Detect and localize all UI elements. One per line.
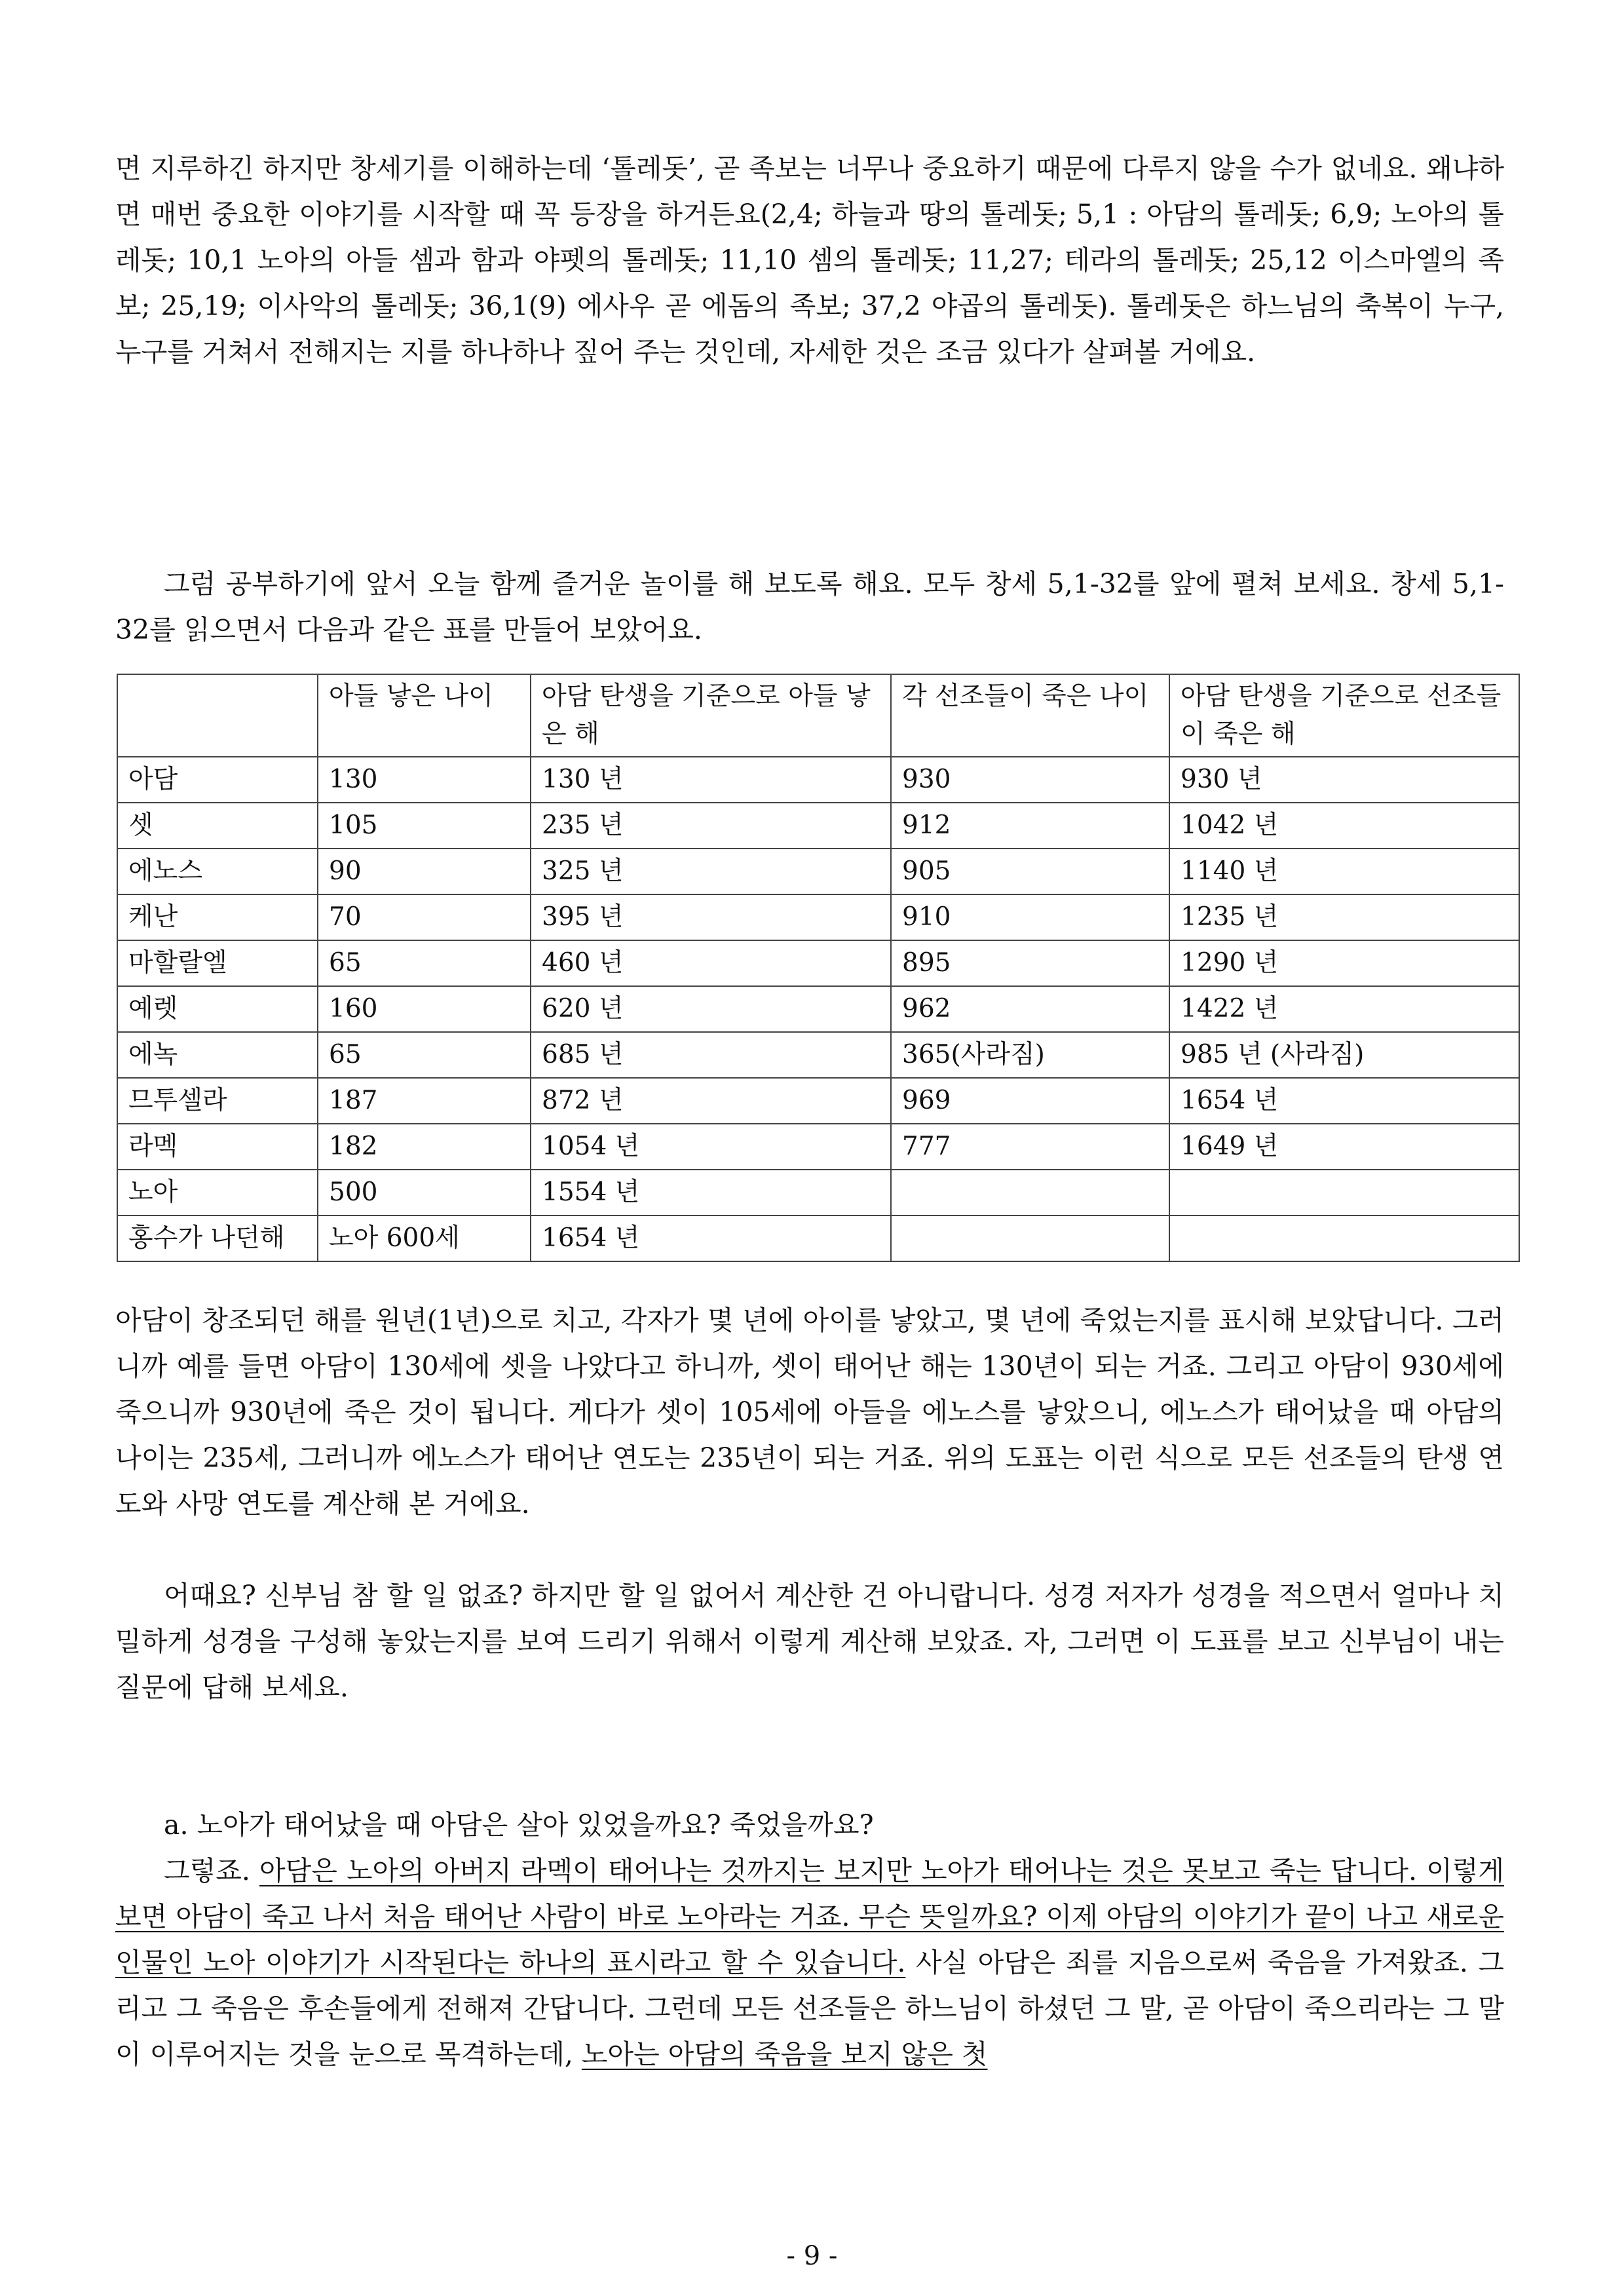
table-cell: 1649 년 (1169, 1124, 1519, 1170)
ancestor-name-cell: 홍수가 나던해 (117, 1215, 318, 1261)
ancestor-name-cell: 케난 (117, 894, 318, 940)
table-cell: 905 (891, 849, 1169, 894)
table-cell: 235 년 (531, 803, 891, 849)
table-cell: 130 (318, 757, 531, 803)
table-cell: 460 년 (531, 940, 891, 986)
paragraph-answer-a (115, 1848, 1504, 2077)
table-header-cell: 아담 탄생을 기준으로 선조들이 죽은 해 (1169, 674, 1519, 757)
underlined-text-end: 노아는 아담의 죽음을 보지 않은 첫 (581, 2038, 988, 2070)
paragraph-table-explanation: 아담이 창조되던 해를 원년(1년)으로 치고, 각자가 몇 년에 아이를 낳았고, 몇 년에 죽었는지를 표시해 보았답니다. 그러니까 예를 들면 아담이 130세에 셋을 나았다고 하니까, 셋이 태어난 해는 130년이 되는 거죠. 그리고 아담이 930세에 죽으니까 930년에 죽은 것이 됩니다. 게다가 셋이 105세에 아들을 에노스를 낳았으니, 에노스가 태어났을 때 아담의 나이는 235세, 그러니까 에노스가 태어난 연도는 235년이 되는 거죠. 위의 도표는 이런 식으로 모든 선조들의 탄생 연도와 사망 연도를 계산해 본 거에요. (115, 1305, 1504, 1520)
table-row (117, 894, 1519, 940)
ancestor-name-cell: 라멕 (117, 1124, 318, 1170)
table-cell (891, 1170, 1169, 1215)
ancestor-name-cell: 마할랄엘 (117, 940, 318, 986)
table-cell: 70 (318, 894, 531, 940)
table-cell: 395 년 (531, 894, 891, 940)
ancestor-name-cell: 아담 (117, 757, 318, 803)
table-header-cell (117, 674, 318, 757)
table-cell: 187 (318, 1078, 531, 1124)
table-cell: 1042 년 (1169, 803, 1519, 849)
table-cell: 620 년 (531, 986, 891, 1032)
ancestor-name-cell: 예렛 (117, 986, 318, 1032)
question-a: a. 노아가 태어났을 때 아담은 살아 있었을까요? 죽었을까요? (164, 1809, 874, 1841)
table-cell: 1140 년 (1169, 849, 1519, 894)
table-cell (1169, 1215, 1519, 1261)
table-header-cell: 각 선조들이 죽은 나이 (891, 674, 1169, 757)
table-cell: 130 년 (531, 757, 891, 803)
table-cell: 365(사라짐) (891, 1032, 1169, 1078)
table-cell: 노아 600세 (318, 1215, 531, 1261)
table-cell: 1554 년 (531, 1170, 891, 1215)
table-cell: 160 (318, 986, 531, 1032)
table-cell: 500 (318, 1170, 531, 1215)
table-cell: 985 년 (사라짐) (1169, 1032, 1519, 1078)
table-cell: 930 년 (1169, 757, 1519, 803)
table-row (117, 940, 1519, 986)
table-cell: 90 (318, 849, 531, 894)
ancestor-name-cell: 므투셀라 (117, 1078, 318, 1124)
table-row (117, 1124, 1519, 1170)
table-cell: 777 (891, 1124, 1169, 1170)
underlined-text: 아담은 노아의 아버지 라멕이 태어나는 것까지는 보지만 노아가 태어나는 것은 못보고 죽는 답니다. 이렇게 보면 아담이 죽고 나서 처음 태어난 사람이 바로 노아라는 거죠. 무슨 뜻일까요? 이제 아담의 이야기가 끝이 나고 새로운 인물인 노아 이야기가 시작된다는 하나의 표시라고 할 수 있습니다. (115, 1855, 1504, 1978)
table-header-cell: 아담 탄생을 기준으로 아들 낳은 해 (531, 674, 891, 757)
table-cell: 105 (318, 803, 531, 849)
paragraph-purpose: 어때요? 신부님 참 할 일 없죠? 하지만 할 일 없어서 계산한 건 아니랍니다. 성경 저자가 성경을 적으면서 얼마나 치밀하게 성경을 구성해 놓았는지를 보여 드리기 위해서 이렇게 계산해 보았죠. 자, 그러면 이 도표를 보고 신부님이 내는 질문에 답해 보세요. (115, 1580, 1504, 1703)
table-body (117, 757, 1519, 1261)
table-cell: 910 (891, 894, 1169, 940)
table-cell: 65 (318, 1032, 531, 1078)
table-row (117, 1078, 1519, 1124)
table-cell (891, 1215, 1169, 1261)
answer-lead-text: 그렇죠. (164, 1855, 259, 1886)
table-cell: 685 년 (531, 1032, 891, 1078)
paragraph-toledot-intro: 면 지루하긴 하지만 창세기를 이해하는데 ‘톨레돗’, 곧 족보는 너무나 중요하기 때문에 다루지 않을 수가 없네요. 왜냐하면 매번 중요한 이야기를 시작할 때 꼭 등장을 하거든요(2,4; 하늘과 땅의 톨레돗; 5,1 : 아담의 톨레돗; 6,9; 노아의 톨레돗; 10,1 노아의 아들 셈과 함과 야펫의 톨레돗; 11,10 셈의 톨레돗; 11,27; 테라의 톨레돗; 25,12 이스마엘의 족보; 25,19; 이사악의 톨레돗; 36,1(9) 에사우 곧 에돔의 족보; 37,2 야곱의 톨레돗). 톨레돗은 하느님의 축복이 누구, 누구를 거쳐서 전해지는 지를 하나하나 짚어 주는 것인데, 자세한 것은 조금 있다가 살펴볼 거에요. (115, 153, 1504, 368)
ancestor-name-cell: 에녹 (117, 1032, 318, 1078)
table-row (117, 849, 1519, 894)
table-row (117, 757, 1519, 803)
table-cell: 1422 년 (1169, 986, 1519, 1032)
table-header-cell: 아들 낳은 나이 (318, 674, 531, 757)
table-cell: 930 (891, 757, 1169, 803)
table-cell: 912 (891, 803, 1169, 849)
ancestor-name-cell: 셋 (117, 803, 318, 849)
table-cell (1169, 1170, 1519, 1215)
table-cell: 1235 년 (1169, 894, 1519, 940)
table-cell: 65 (318, 940, 531, 986)
table-cell: 1654 년 (1169, 1078, 1519, 1124)
ancestor-name-cell: 노아 (117, 1170, 318, 1215)
table-row (117, 1215, 1519, 1261)
paragraph-table-intro: 그럼 공부하기에 앞서 오늘 함께 즐거운 놀이를 해 보도록 해요. 모두 창세 5,1-32를 앞에 펼쳐 보세요. 창세 5,1-32를 읽으면서 다음과 같은 표를 만들어 보았어요. (115, 568, 1504, 645)
table-cell: 1290 년 (1169, 940, 1519, 986)
table-cell: 182 (318, 1124, 531, 1170)
table-cell: 872 년 (531, 1078, 891, 1124)
ancestor-name-cell: 에노스 (117, 849, 318, 894)
table-row (117, 1032, 1519, 1078)
table-row (117, 803, 1519, 849)
table-cell: 962 (891, 986, 1169, 1032)
table-cell: 1654 년 (531, 1215, 891, 1261)
table-header-row (117, 674, 1519, 757)
table-cell: 969 (891, 1078, 1169, 1124)
table-row (117, 1170, 1519, 1215)
table-row (117, 986, 1519, 1032)
answer-body-text: 사실 아담은 죄를 지음으로써 죽음을 가져왔죠. 그리고 그 죽음은 후손들에게 전해져 간답니다. 그런데 모든 선조들은 하느님이 하셨던 그 말, 곧 아담이 죽으리라는 그 말이 이루어지는 것을 눈으로 목격하는데, (115, 1947, 1504, 2070)
genealogy-table (117, 674, 1520, 1262)
table-cell: 1054 년 (531, 1124, 891, 1170)
table-cell: 895 (891, 940, 1169, 986)
page-number: - 9 - (786, 2241, 838, 2271)
table-cell: 325 년 (531, 849, 891, 894)
